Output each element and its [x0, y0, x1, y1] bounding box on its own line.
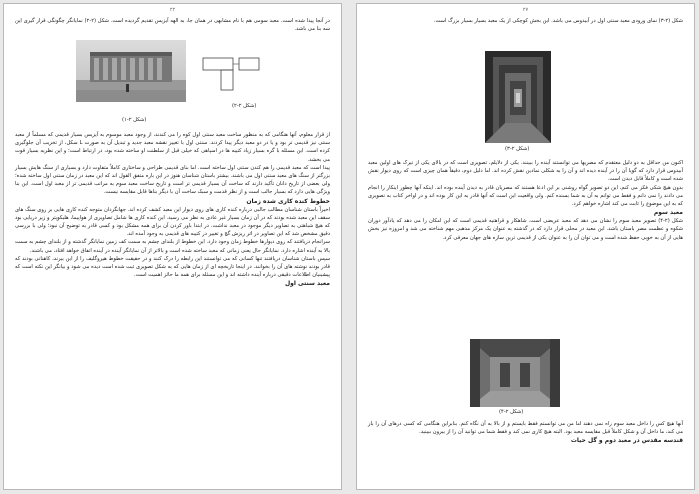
temple-plan-diagram	[199, 44, 265, 99]
right-paragraph-4: شکل (۲-۴) تصویر معبد سوم را نشان می دهد که معبد عریضی است. شاهکار و قراهتیه قدیمی است که این امکان را می دهد که یادآور دوران شکوه و عظمت مصر باستان باشد. این معبد در محلی قرار دارد که در گذشته به عنوان یک مرکز مذهبی مهم شناخته می شد و امروزه نیز بخش هایی از آن به خوبی حفظ شده است و می توان آن را به عنوان یکی از قدیمی ترین سازه های جهان معرفی کرد.	[368, 218, 683, 241]
chamber-photo	[470, 339, 560, 407]
left-paragraph-5: سرانجام دریافتند که روی دیوارها خطوط زمان وجود دارد. این خطوط از بلندای چشم به سمت کف زمین نمایانگر گذشته و از بلندای چشم به سمت بالا به آینده اشاره دارد. نمایانگر حال یعنی زمانی که معبد ساخته شده است و بالاتر از آن نمایانگر آینده در آینده اتفاق خواهد افتاد، می باشند.	[15, 239, 330, 254]
left-intro-text	[15, 17, 330, 33]
right-paragraph-5: آنها هیچ کس را داخل معبد سوم راه نمی دهند اما من می توانستم فقط بایستم و از بالا به آن نگاه کنم. بنابراین هنگامی که کسی درهای آن را باز می کند، ما داخل آن و شکل کاملاً قبل مقایسه معبد بود. البته هیچ کاری نمی کند و فقط شما می توانید آن را از بیرون ببینید.	[368, 421, 683, 436]
right-paragraph-3: بدون هیچ شکی فکر می کنم، این دو تصویر گواه روشنی بر این ادعا هستند که مصریان قادر به دیدن آینده بوده اند. اینکه آنها چطور اینکار را انجام می دادند را نمی دانم و فقط می توانم به آن به شما بسنده کنم. ولی واقعیت این است که آنها قادر به این کار بوده اند و در اواخر کتاب به تصویری که به این موضوع را ثابت می کند اشاره خواهم کرد.	[368, 184, 683, 208]
left-paragraph-6: سپس باستان شناسان دریافتند تنها کسانی که می توانستند این رابطه را درک کنند و در حقیقت خطوط هیروگلیف را از این بیرند، کاهنانی بودند که قادر بودند نوشته های آن را بخوانند. در اینجا تاریخچه ای از زمان هایی که به شکل تصویری ثبت شده است دیده می شود و بیانگر این نکته است که پیشینیان اطلاعات دقیقی درباره آینده داشته اند و این مسئله برای همه ما حائز اهمیت است.	[15, 255, 330, 279]
right-intro-text	[368, 17, 683, 25]
right-paragraph-2: اکنون من حداقل به دو دلیل معتقدم که مصریها می توانستند آینده را ببینند. یکی از دلایلم، تصویری است که در بالای یکی از تیرک های اولین معبد آبیدوس قرار دارد که گویا آن را در آینده دیده اند و آن را به شکلی نمادین نقش کرده اند. اما دلیل دوم، دقیقاً همان چیزی است که روی دیوار نقش شده است و کاملاً قابل دیدن است.	[368, 160, 683, 183]
left-paragraph-4: اخیراً باستان شناسان مطالب جالبی درباره کنده کاری های روی دیوار این معبد کشف کرده اند. جهانگردان متوجه کنده کاری هایی بر روی سنگ های سقف این معبد شده بودند که در آن زمان بسیار غیر عادی به نظر می رسید. این کنده کاری ها شامل تصاویری از هواپیما، هلیکوپتر و زیر دریایی بود که هیچ شباهتی به تصاویر دیگر موجود در معبد نداشت. در ابتدا باور کردن آن برای همه مشکل بود و کسی قادر به توضیح آن نبود؛ ولی با بررسی دقیق مشخص شد که این تصاویر در اثر ریزش گچ و تغییر در کتیبه های قدیمی به وجود آمده اند.	[15, 206, 330, 238]
right-middle-text	[368, 159, 683, 242]
figure-2-4-caption: (شکل ۲-۴)	[499, 409, 524, 415]
left-body-text	[15, 131, 330, 288]
left-paragraph-3: پیدا است که معبد قدیمی را هم کندن سنتی اول ساخته است. اما بنای قدیمی طراحی و ساختاری کاملاً متفاوت دارد و بسیاری از سنگ هایش بسیار بزرگتر از سنگ های معبد سنتی اول می باشند. بیشتر باستان شناسان هنوز در این باره متفق القول اند که این معبد در زمان سنتی اول ساخته شده؛ ولی بعضی از تاریخ دانان تأکید دارند که ساخت آن بسیار قدیمی تر است و تاریخ ساخت معبد سوم به مراتب قدیمی تر از معبد اول است. این بنا ویژگی هایی دارد که بسیار جالب است و از نظر قدمت و سبک ساخت آن با دیگر بناها قابل مقایسه نیست.	[15, 164, 330, 196]
right-heading-1: معبد سوم	[653, 209, 683, 217]
figure-2-1-caption: (شکل ۲-۱)	[122, 117, 147, 123]
right-heading-2: قندسه مقدس در معبد دوم و گل حیات	[570, 437, 683, 445]
left-paragraph-2: از قرار معلوم، آنها هنگامی که به منظور ساخت معبد سنتی اول کوه را می کندند، از وجود معبد موسوم به آیزیس بسیار قدیمی که مسلماً از معبد سنتی نیز قدیمی تر بود و یا در دو معبد دیگر پیدا کردند. سنتی اول با تغییر نقشه معبد جدید و تبدیل آن به صورت L سکل، از تخریب آن جلوگیری کرده است. این مسئله با گره بسیار زیاد کتیبه ها در اسپاهی که خیلی قبل از سلطنت او ساخته شده بود، در ارتباط است؛ و این نظریه بسیار قوت می بخشد.	[15, 132, 330, 163]
figure-2-2-caption: (شکل ۲-۲)	[232, 103, 257, 109]
left-heading-1: خطوط کنده کاری شده زمان	[246, 197, 330, 205]
right-page	[356, 3, 695, 490]
left-paragraph-1: در آنجا پیدا شده است. معبد سومی هم با نام مشابهی در همان جا، به الهه آیزیس تقدیم گردیده است. شکل (۲-۲) نمایانگر چگونگی قرار گیری این سه بنا می باشد.	[15, 18, 330, 33]
figure-2-3-caption: (شکل ۲-۳)	[505, 146, 530, 152]
left-page	[3, 3, 342, 490]
left-heading-2: معبد سنتی اول	[284, 280, 330, 288]
corridor-photo	[485, 51, 551, 143]
left-page-number: ۲۲	[169, 7, 176, 13]
right-page-number: ۲۷	[522, 7, 529, 13]
right-bottom-text	[368, 420, 683, 445]
temple-photo	[76, 40, 186, 102]
right-paragraph-1: شکل (۲-۳) نمای ورودی معبد سنتی اول در آبیدوس می باشد. این بخش کوچکی از یک معبد بسیار بسیار بزرگ است.	[433, 18, 683, 24]
